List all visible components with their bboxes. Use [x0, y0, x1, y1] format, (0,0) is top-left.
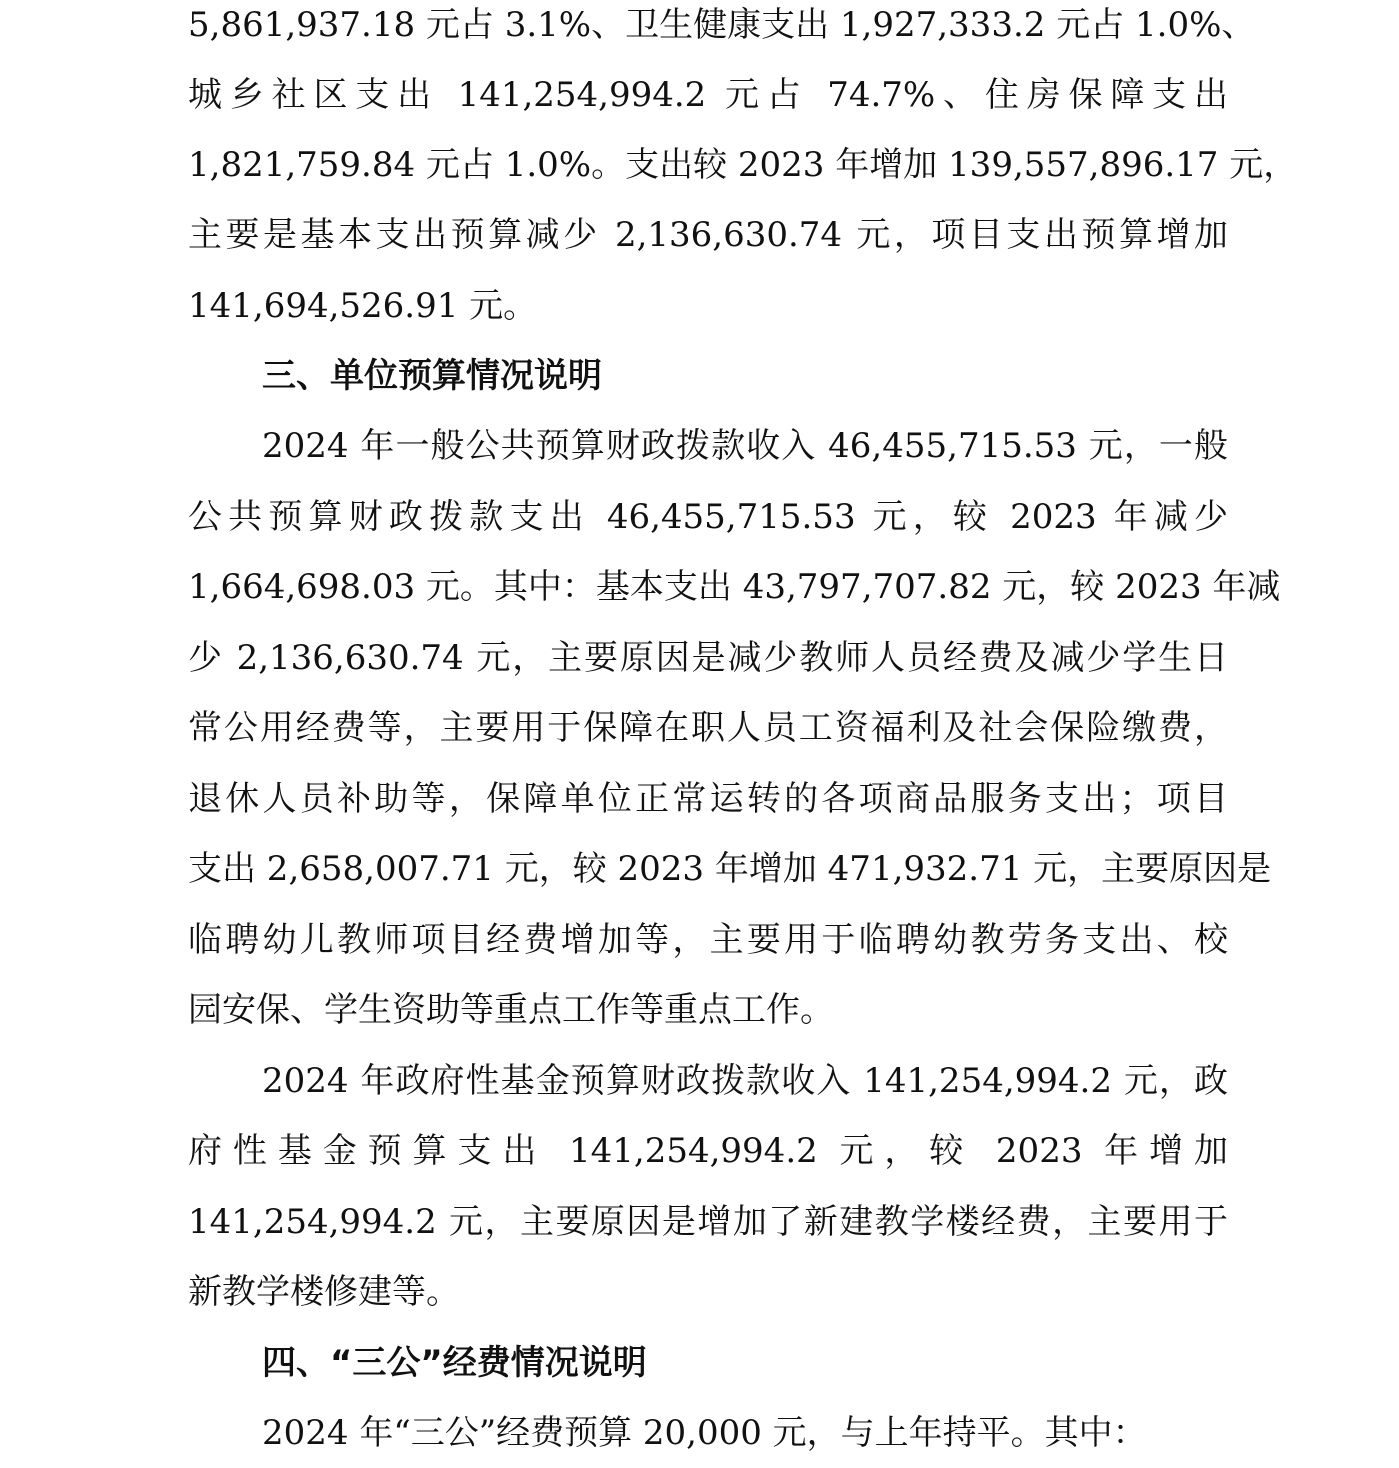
paragraph-line: 5,861,937.18 元占 3.1%、卫生健康支出 1,927,333.2 元占 1.0%、 — [188, 5, 1256, 45]
paragraph-line: 公共预算财政拨款支出 46,455,715.53 元，较 2023 年减少 — [188, 497, 1228, 537]
paragraph-line: 1,821,759.84 元占 1.0%。支出较 2023 年增加 139,557,896.17 元， — [188, 145, 1298, 185]
paragraph-line: 园安保、学生资助等重点工作等重点工作。 — [188, 990, 834, 1030]
paragraph-line: 141,694,526.91 元。 — [188, 286, 538, 326]
section-heading-three-public-expenses: 四、“三公”经费情况说明 — [262, 1343, 647, 1383]
paragraph-line: 城乡社区支出 141,254,994.2 元占 74.7%、住房保障支出 — [188, 75, 1228, 115]
paragraph-line: 府性基金预算支出 141,254,994.2 元，较 2023 年增加 — [188, 1131, 1228, 1171]
paragraph-line: 1,664,698.03 元。其中：基本支出 43,797,707.82 元，较 2023 年减 — [188, 567, 1281, 607]
paragraph-line: 141,254,994.2 元，主要原因是增加了新建教学楼经费，主要用于 — [188, 1202, 1228, 1242]
paragraph-line: 2024 年“三公”经费预算 20,000 元，与上年持平。其中： — [262, 1413, 1147, 1453]
paragraph-line: 少 2,136,630.74 元，主要原因是减少教师人员经费及减少学生日 — [188, 638, 1228, 678]
paragraph-line: 支出 2,658,007.71 元，较 2023 年增加 471,932.71 元，主要原因是 — [188, 849, 1272, 889]
paragraph-line: 2024 年一般公共预算财政拨款收入 46,455,715.53 元，一般 — [262, 426, 1228, 466]
paragraph-line: 新教学楼修建等。 — [188, 1272, 460, 1312]
paragraph-line: 常公用经费等，主要用于保障在职人员工资福利及社会保险缴费， — [188, 708, 1228, 748]
paragraph-line: 临聘幼儿教师项目经费增加等，主要用于临聘幼教劳务支出、校 — [188, 920, 1228, 960]
paragraph-line: 2024 年政府性基金预算财政拨款收入 141,254,994.2 元，政 — [262, 1061, 1228, 1101]
paragraph-line: 主要是基本支出预算减少 2,136,630.74 元，项目支出预算增加 — [188, 215, 1228, 255]
paragraph-line: 退休人员补助等，保障单位正常运转的各项商品服务支出；项目 — [188, 779, 1228, 819]
section-heading-unit-budget: 三、单位预算情况说明 — [262, 356, 602, 396]
